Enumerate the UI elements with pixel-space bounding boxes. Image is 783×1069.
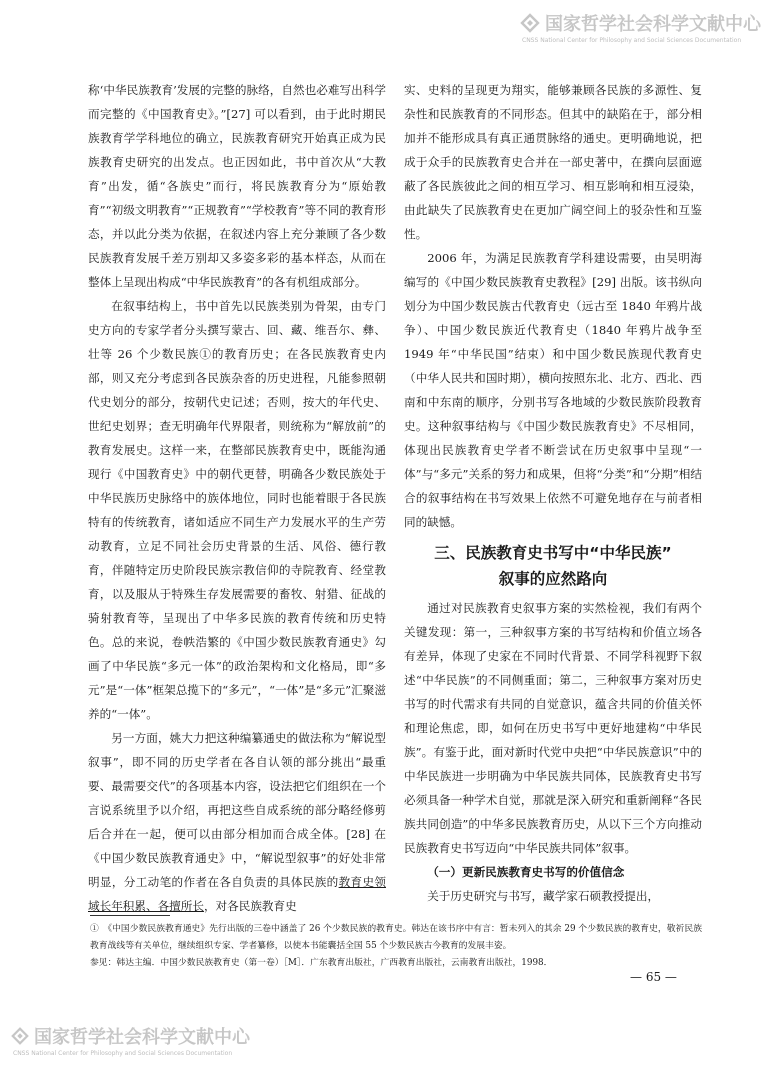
page-number: — 65 — — [630, 970, 677, 984]
paragraph: 2006 年，为满足民族教育学科建设需要，由吴明海编写的《中国少数民族教育史教程》[29] 出版。该书纵向划分为中国少数民族古代教育史（远古至 1840 年鸦片战争）、中国少数民族近代教育史（1840 年鸦片战争至 1949 年“中华民国”结束）和中国少数民族现代教育史（中华人民共和国时期），横向按照东北、北方、西北、西南和中东南的顺序，分别书写各地域的少数民族阶段教育史。这种叙事结构与《中国少数民族教育史》不尽相同，体现出民族教育史学者不断尝试在历史叙事中呈现“一体”与“多元”关系的努力和成果，但将“分类”和“分期”相结合的叙事结构在书写效果上依然不可避免地存在与前者相同的缺憾。 — [404, 251, 702, 529]
right-column — [404, 78, 702, 908]
paragraph: 另一方面，姚大力把这种编纂通史的做法称为“解说型叙事”，即不同的历史学者在各自认领的部分挑出“最重要、最需要交代”的各项基本内容，设法把它们组织在一个言说系统里予以介绍，再把这些自成系统的部分略经修剪后合并在一起，便可以由部分相加而合成全体。[28] 在《中国少数民族教育通史》中，“解说型叙事”的好处非常明显，分工动笔的作者在各自负责的具体民族的教育史领域长年积累、各擅所长，对各民族教育史 — [88, 731, 386, 913]
footnote-divider — [90, 915, 170, 916]
underlined-text: 教育史领域长年积累、各擅所长 — [88, 875, 386, 913]
watermark-top — [519, 10, 769, 46]
paragraph: 称‘中华民族教育’发展的完整的脉络，自然也必难写出科学而完整的《中国教育史》。”[27] 可以看到，由于此时期民族教育学学科地位的确立，民族教育研究开始真正成为民族教育史研究的出发点。也正因如此，书中首次从“大教育”出发，循“各族史”而行，将民族教育分为“原始教育”“初级文明教育”“正规教育”“学校教育”等不同的教育形态，并以此分类为依据，在叙述内容上充分兼顾了各少数民族教育发展千差万别却又多姿多彩的基本样态，从而在整体上呈现出构成“中华民族教育”的各有机组成部分。 — [88, 83, 386, 289]
subheading: （一）更新民族教育史书写的价值信念 — [427, 865, 625, 879]
footnote — [90, 921, 702, 972]
footnote-line: 参见：韩达主编．中国少数民族教育史（第一卷）［M］．广东教育出版社，广西教育出版社，云南教育出版社，1998． — [90, 958, 553, 968]
paragraph: 通过对民族教育史叙事方案的实然检视，我们有两个关键发现：第一，三种叙事方案的书写结构和价值立场各有差异，体现了史家在不同时代背景、不同学科视野下叙述“中华民族”的不同侧重面；第二，三种叙事方案对历史书写的时代需求有共同的自觉意识，蕴含共同的价值关怀和理论焦虑，即，如何在历史书写中更好地建构“中华民族”。有鉴于此，面对新时代党中央把“中华民族意识”中的中华民族进一步明确为中华民族共同体，民族教育史书写必须具备一种学术自觉，那就是深入研究和重新阐释“各民族共同创造”的中华多民族教育历史，从以下三个方向推动民族教育史书写迈向“中华民族共同体”叙事。 — [404, 601, 702, 855]
footnote-line: ① 《中国少数民族教育通史》先行出版的三卷中涵盖了 26 个少数民族的教育史。韩达在该书序中有言：暂未列入的其余 29 个少数民族的教育史，敬祈民族教育战线等有关单位，继续组织专家、学者纂修，以使本书能囊括全国 55 个少数民族古今教育的发展丰姿。 — [90, 924, 702, 951]
paragraph: 在叙事结构上，书中首先以民族类别为骨架，由专门史方向的专家学者分头撰写蒙古、回、藏、维吾尔、彝、壮等 26 个少数民族①的教育历史；在各民族教育史内部，则又充分考虑到各民族杂沓的历史进程，凡能参照朝代史划分的部分，按朝代史记述；否则，按大的年代史、世纪史划界；查无明确年代界限者，则统称为“解放前”的教育发展史。这样一来，在整部民族教育史中，既能沟通现行《中国教育史》中的朝代更替，明确各少数民族处于中华民族历史脉络中的族体地位，同时也能着眼于各民族特有的传统教育，诸如适应不同生产力发展水平的生产劳动教育，立足不同社会历史背景的生活、风俗、德行教育，伴随特定历史阶段民族宗教信仰的寺院教育、经堂教育，以及服从于特殊生存发展需要的畜牧、射猎、征战的骑射教育等，呈现出了中华多民族的教育传统和历史特色。总的来说，卷帙浩繁的《中国少数民族教育通史》勾画了中华民族“多元一体”的政治架构和文化格局，即“多元”是“一体”框架总揽下的“多元”，“一体”是“多元”汇聚滋养的“一体”。 — [88, 299, 386, 721]
watermark-subtitle: CNSS National Center for Philosophy and Social Sciences Documentation — [522, 37, 742, 44]
left-column — [88, 78, 386, 918]
paragraph: 关于历史研究与书写，藏学家石硕教授提出， — [427, 889, 660, 903]
watermark-subtitle: CNSS National Center for Philosophy and Social Sciences Documentation — [13, 1050, 233, 1057]
paragraph: 实、史料的呈现更为翔实，能够兼顾各民族的多源性、复杂性和民族教育的不同形态。但其中的缺陷在于，部分相加并不能形成具有真正通贯脉络的通史。更明确地说，把成于众手的民族教育史合并在一部史著中，在撰向层面遮蔽了各民族彼此之间的相互学习、相互影响和相互浸染，由此缺失了民族教育史在更加广阔空间上的驳杂性和互鉴性。 — [404, 83, 702, 241]
watermark-bottom — [10, 1023, 250, 1059]
cnss-logo-icon — [10, 1025, 30, 1047]
section-heading: 三、民族教育史书写中“中华民族” 叙事的应然路向 — [434, 544, 672, 588]
cnss-logo-icon — [519, 12, 541, 34]
watermark-title: 国家哲学社会科学文献中心 — [545, 14, 761, 35]
watermark-title: 国家哲学社会科学文献中心 — [34, 1027, 250, 1048]
